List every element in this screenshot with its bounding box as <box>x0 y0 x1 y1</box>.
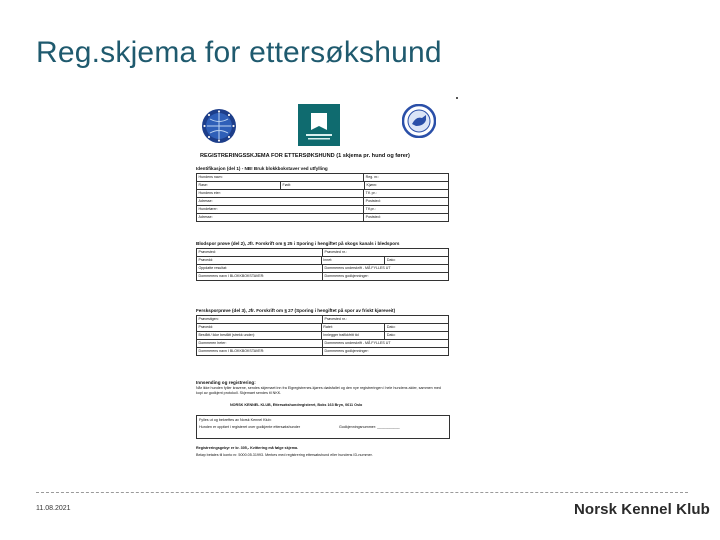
nkk-ettersok-logo-icon <box>298 104 340 146</box>
table-cell: Dato: <box>385 332 449 340</box>
table-cell: Ratet: <box>322 324 386 332</box>
table-cell: Tlf. pr.: <box>364 190 449 198</box>
table-cell: Dommerens navn I BLOKKBOKSTAVER: <box>197 348 323 356</box>
table-row <box>197 257 449 265</box>
stray-mark <box>456 97 458 99</box>
footer-divider <box>36 492 688 493</box>
table-row <box>197 190 449 198</box>
table-row <box>197 182 449 190</box>
table-cell: Reg. nr.: <box>364 174 449 182</box>
nkk-footer-logo: Norsk Kennel Klub <box>574 501 710 518</box>
fee-text: Registreringsgebyr er kr. 305,- Kvittering må følge skjema. <box>196 446 299 450</box>
fci-globe-logo-icon <box>201 108 237 144</box>
table-cell: Adresse: <box>197 198 364 206</box>
table-cell: Prøvested nr.: <box>323 316 449 324</box>
table-cell: Dommerens godkjenninger: <box>323 348 449 356</box>
table-cell: Innlegger trafikkfritt tid <box>322 332 386 340</box>
payment-text: Beløp betales til konto nr. 5000.05.31993. Merkes med registrering ettersøkshund eller hundens ID-nummer. <box>196 453 373 457</box>
table-cell: Poststed: <box>364 198 449 206</box>
section2-table <box>196 248 449 281</box>
section2-title: Blodspor prøve (del 2), Jfr. Forskrift om § 25 i Sporing i hengiftet på skogs kanals i bledspors <box>196 241 400 246</box>
table-cell: Prøvedd: <box>197 324 322 332</box>
confirmation-line1: Fylles ut og bekreftes av Norsk Kennel Klub: <box>199 418 272 422</box>
table-row <box>197 324 449 332</box>
table-cell: Adresse: <box>197 214 364 222</box>
section3-title: Fersksporprøve (del 3), Jfr. Forskrift om § 27 (Sporing i hengiftet på spor av friskt kjøreveit) <box>196 308 396 313</box>
table-cell: Oppdatte resultat: <box>197 265 323 273</box>
table-cell: Kjønn: <box>365 182 449 190</box>
table-cell: Rase: <box>197 182 281 190</box>
table-row <box>197 340 449 348</box>
table-cell: Prøvedd: <box>197 257 322 265</box>
table-cell: Tlf.pr.: <box>364 206 449 214</box>
section1-title: Identifikasjon (del 1) - NB! Bruk blokkbokstaver ved utfylling <box>196 166 328 171</box>
table-cell: Prøvestigen: <box>197 316 323 324</box>
table-cell: Hundefører: <box>197 206 364 214</box>
table-row <box>197 214 449 222</box>
table-cell: Poststed: <box>364 214 449 222</box>
table-cell: Dommerens underskrift - MÅ FYLLES UT <box>323 340 449 348</box>
table-cell: Prøvested nr.: <box>323 249 449 257</box>
table-row <box>197 174 449 182</box>
club-emblem-logo-icon <box>402 104 436 138</box>
table-row <box>197 249 449 257</box>
slide-date: 11.08.2021 <box>36 505 71 512</box>
signature-line: Godkjenningsnummer: ___________ <box>339 425 400 429</box>
table-cell: Dommerens navn I BLOKKBOKSTAVER: <box>197 273 323 281</box>
table-cell: Dommerens underskrift - MÅ FYLLES UT <box>323 265 449 273</box>
table-row <box>197 316 449 324</box>
section4-address: NORSK KENNEL KLUB, Ettersøkshundregisteret, Boks 163 Bryn, 0611 Oslo <box>230 403 363 407</box>
form-heading: REGISTRERINGSSKJEMA FOR ETTERSØKSHUND (1 skjema pr. hund og fører) <box>200 153 410 159</box>
table-row <box>197 198 449 206</box>
table-cell: Bestått / ikke bestått (strekk under): <box>197 332 322 340</box>
table-cell: Hundens eier: <box>197 190 364 198</box>
section1-table <box>196 173 449 222</box>
table-cell: Født: <box>281 182 365 190</box>
nkk-confirmation-box <box>196 415 450 439</box>
table-row <box>197 273 449 281</box>
table-cell: Dommerens godkjenninger: <box>323 273 449 281</box>
registration-form-document <box>196 150 448 462</box>
table-row <box>197 265 449 273</box>
table-cell: Dommeren heter: <box>197 340 323 348</box>
slide-title: Reg.skjema for ettersøkshund <box>36 36 442 69</box>
table-cell: Innet: <box>322 257 386 265</box>
section4-title: Innsending og registrering: <box>196 380 256 385</box>
table-row <box>197 348 449 356</box>
table-cell: Dato: <box>385 257 449 265</box>
section4-body: Når ikke hunden fyller kravene, sendes skjemaet inn fra Elgregistrenes-kjøres dødsfallet og den nye registreringen i hele hundens alder, sammen med kopi av godkjent protokoll. Skjemaet sendes til NKK. <box>196 386 441 395</box>
table-row <box>197 206 449 214</box>
table-cell: Dato: <box>385 324 449 332</box>
section3-table <box>196 315 449 356</box>
table-row <box>197 332 449 340</box>
table-cell: Prøvested: <box>197 249 323 257</box>
confirmation-line2: Hunden er oppført i registeret over godkjente ettersøkshunder <box>199 425 301 429</box>
table-cell: Hundens navn: <box>197 174 364 182</box>
